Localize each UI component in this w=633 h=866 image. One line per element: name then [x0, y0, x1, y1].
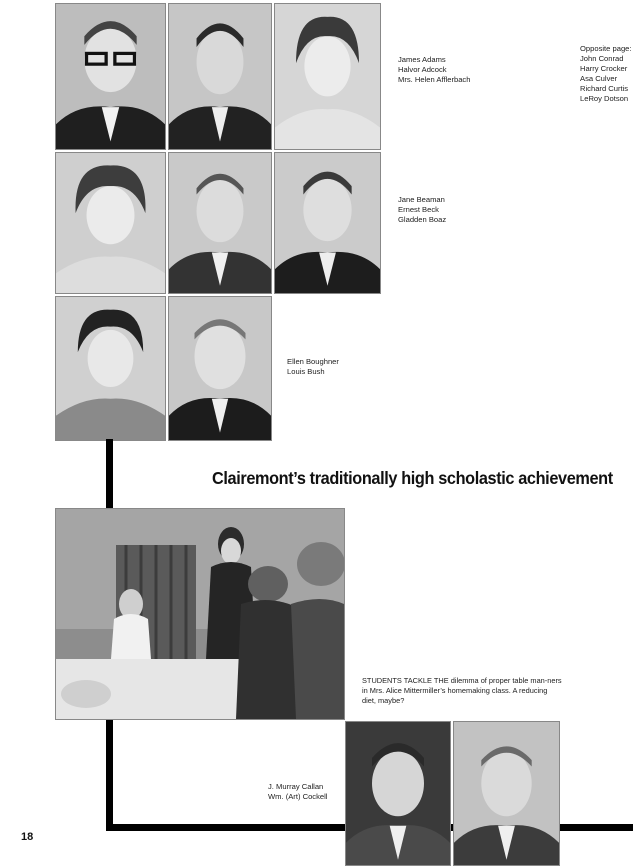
caption-name: Asa Culver: [580, 74, 618, 83]
caption-row1: [398, 55, 470, 85]
caption-row2: [398, 195, 446, 225]
caption-name: Harry Crocker: [580, 64, 628, 73]
caption-opposite-page: [580, 44, 632, 104]
caption-name: Richard Curtis: [580, 84, 629, 93]
caption-name: LeRoy Dotson: [580, 94, 629, 103]
portrait-art-cockell: [453, 721, 560, 866]
portrait-j-murray-callan: [345, 721, 451, 866]
caption-lead: STUDENTS TACKLE THE: [362, 676, 449, 685]
portrait-gladden-boaz: [274, 152, 381, 294]
caption-name: Ellen Boughner: [287, 357, 339, 366]
caption-name: John Conrad: [580, 54, 624, 63]
portrait-jane-beaman: [55, 152, 166, 294]
page-headline: Clairemont’s traditionally high scholastic achievement: [212, 468, 613, 488]
portrait-halvor-adcock: [168, 3, 272, 150]
vertical-bar-bottom: [106, 718, 113, 831]
caption-row3: [287, 357, 339, 377]
caption-name: Mrs. Helen Afflerbach: [398, 75, 471, 84]
caption-name: Wm. (Art) Cockell: [268, 792, 328, 801]
portrait-james-adams: [55, 3, 166, 150]
portrait-ernest-beck: [168, 152, 272, 294]
caption-label: Opposite page:: [580, 44, 632, 53]
portrait-helen-afflerbach: [274, 3, 381, 150]
portrait-louis-bush: [168, 296, 272, 441]
caption-bottom: [268, 782, 327, 802]
portrait-ellen-boughner: [55, 296, 166, 441]
caption-name: Halvor Adcock: [398, 65, 447, 74]
class-photo-caption: [362, 676, 562, 706]
caption-name: Louis Bush: [287, 367, 325, 376]
caption-name: James Adams: [398, 55, 446, 64]
caption-text: dilemma of proper table man-ners in Mrs. Alice Mittermiller’s homemaking class. A reducing diet, maybe?: [362, 676, 562, 705]
homemaking-class-photo: [55, 508, 345, 720]
vertical-bar-top: [106, 439, 113, 508]
caption-name: Jane Beaman: [398, 195, 445, 204]
caption-name: J. Murray Callan: [268, 782, 324, 791]
caption-name: Gladden Boaz: [398, 215, 447, 224]
page-number: 18: [21, 831, 34, 843]
caption-name: Ernest Beck: [398, 205, 439, 214]
